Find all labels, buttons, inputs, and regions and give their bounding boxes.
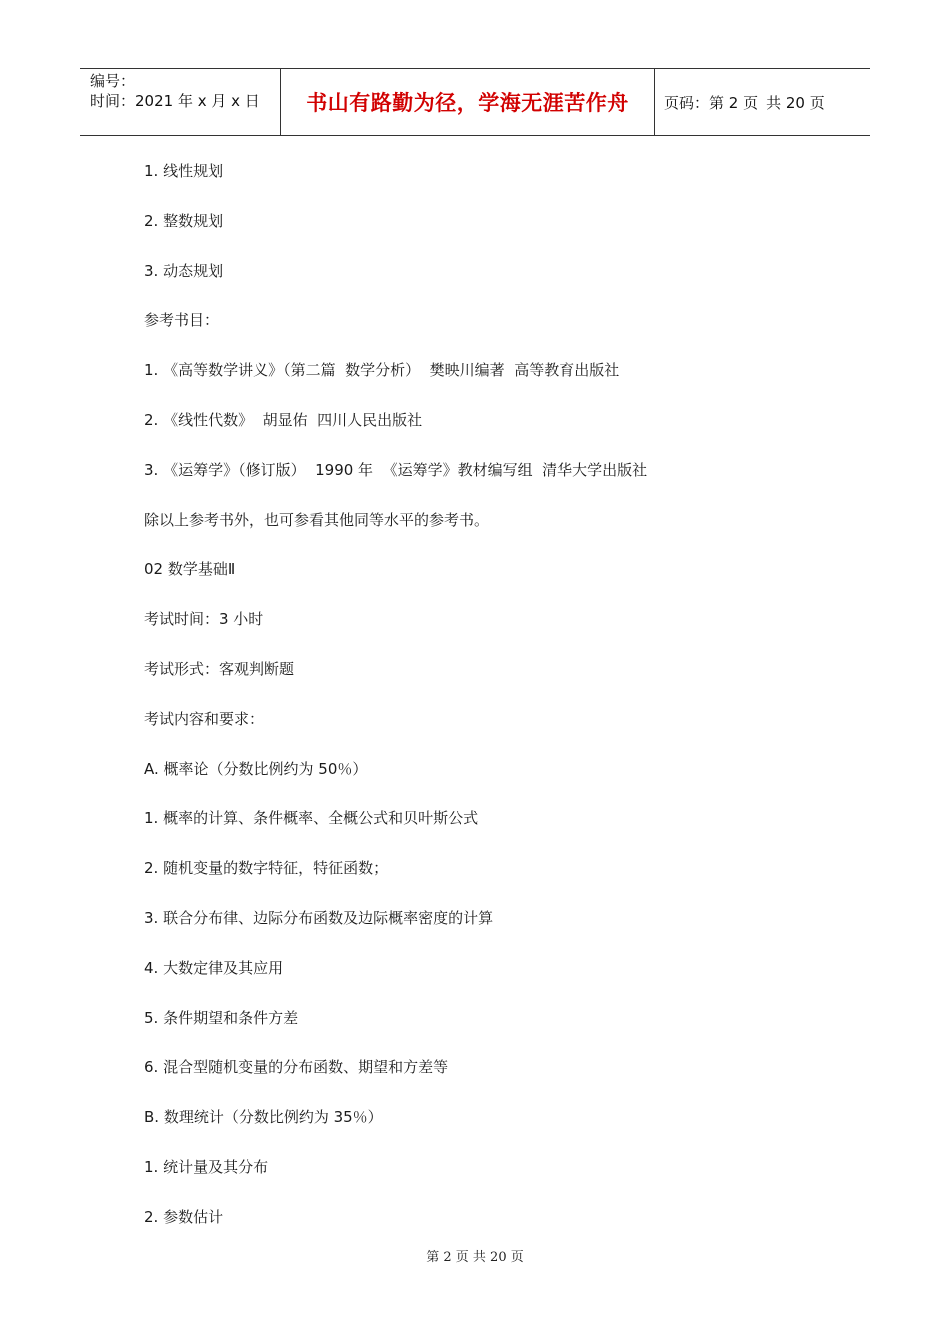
exam-requirements-heading: 考试内容和要求： (144, 709, 265, 728)
body-line: 2. 整数规划 (144, 211, 224, 230)
page-header (80, 68, 870, 136)
reference-item: 1. 《高等数学讲义》（第二篇 数学分析） 樊映川编著 高等教育出版社 (144, 361, 620, 380)
section-heading-subject: 02 数学基础Ⅱ (144, 560, 236, 579)
footer-page-text: 第 2 页 共 20 页 (426, 1250, 524, 1265)
section-heading-references: 参考书目： (144, 311, 220, 330)
header-page-total: 共 20 页 (766, 93, 825, 112)
body-line: 2. 参数估计 (144, 1207, 224, 1226)
header-motto: 书山有路勤为径，学海无涯苦作舟 (306, 90, 629, 115)
body-line: 1. 概率的计算、条件概率、全概公式和贝叶斯公式 (144, 809, 479, 828)
body-line: 4. 大数定律及其应用 (144, 958, 284, 977)
body-line: 6. 混合型随机变量的分布函数、期望和方差等 (144, 1058, 449, 1077)
header-page-info (655, 69, 870, 135)
reference-item: 3. 《运筹学》（修订版） 1990 年 《运筹学》教材编写组 清华大学出版社 (144, 460, 648, 479)
body-line: 除以上参考书外，也可参看其他同等水平的参考书。 (144, 510, 490, 529)
header-page-number: 页码：第 2 页 (664, 93, 759, 112)
body-line: 3. 联合分布律、边际分布函数及边际概率密度的计算 (144, 908, 494, 927)
header-motto-cell (281, 69, 655, 135)
subsection-heading: B. 数理统计（分数比例约为 35％） (144, 1108, 383, 1127)
exam-format: 考试形式：客观判断题 (144, 659, 295, 678)
document-number-label: 编号： (90, 72, 136, 90)
body-line: 5. 条件期望和条件方差 (144, 1008, 299, 1027)
header-meta (80, 69, 281, 135)
reference-item: 2. 《线性代数》 胡显佑 四川人民出版社 (144, 410, 423, 429)
page-footer (0, 1246, 950, 1265)
body-line: 2. 随机变量的数字特征，特征函数； (144, 859, 389, 878)
subsection-heading: A. 概率论（分数比例约为 50％） (144, 759, 368, 778)
document-time-label: 时间：2021 年 x 月 x 日 (90, 92, 260, 110)
exam-time: 考试时间：3 小时 (144, 610, 264, 629)
body-line: 3. 动态规划 (144, 261, 224, 280)
document-body (144, 157, 844, 1253)
body-line: 1. 线性规划 (144, 162, 224, 180)
body-line: 1. 统计量及其分布 (144, 1157, 269, 1176)
